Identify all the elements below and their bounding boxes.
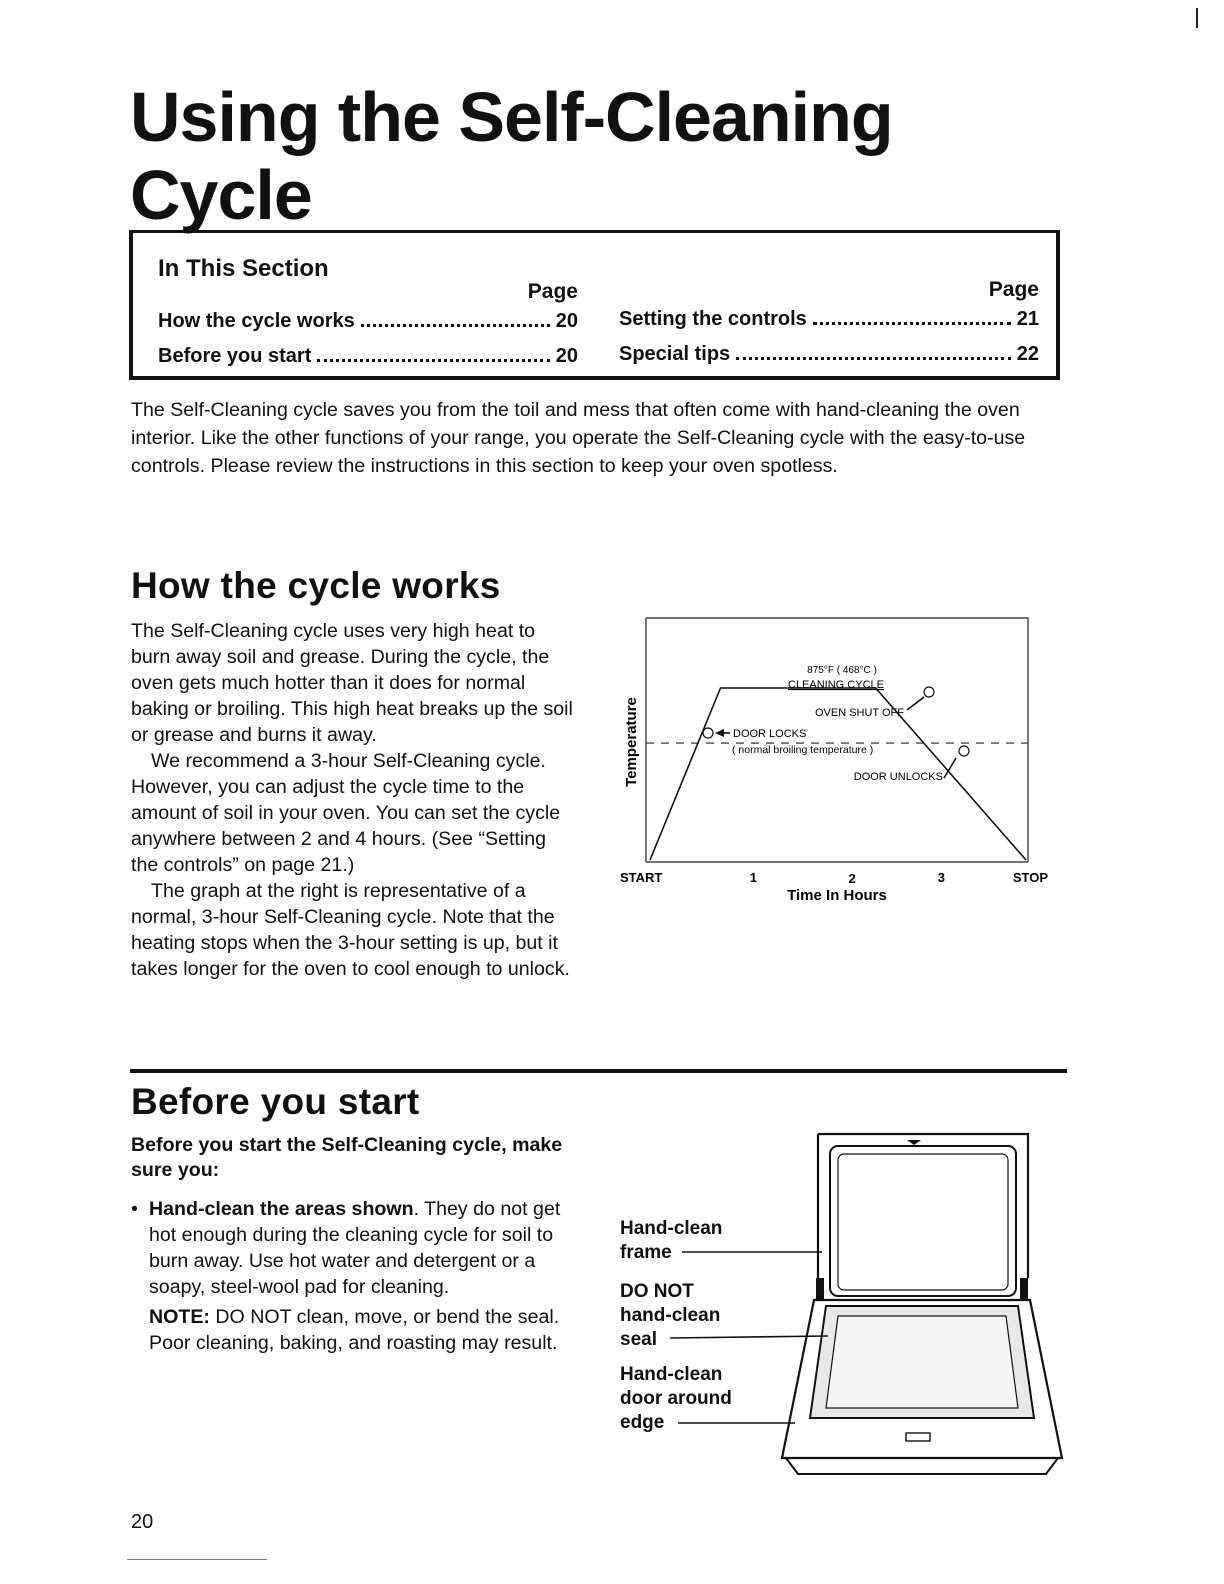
x-tick-label: 1 bbox=[749, 870, 758, 885]
toc-entry-label: Before you start bbox=[158, 345, 312, 367]
toc-entry-before-you-start[interactable] bbox=[158, 345, 578, 380]
oven-cavity-inner bbox=[838, 1154, 1008, 1290]
how-paragraph-3: The graph at the right is representative of a normal, 3-hour Self-Cleaning cycle. Note that the heating stops when the 3-hour setting is up, but it takes longer for the oven to cool enough to unlock. bbox=[131, 880, 570, 980]
door-locks-marker bbox=[703, 728, 713, 738]
before-checklist bbox=[131, 1196, 576, 1356]
before-you-start-heading: Before you start bbox=[131, 1081, 420, 1122]
section-contents-heading: In This Section bbox=[158, 255, 329, 282]
callout-text: frame bbox=[620, 1242, 672, 1263]
oven-cavity-opening bbox=[830, 1146, 1016, 1296]
checklist-item-bold: Hand-clean the areas shown bbox=[149, 1198, 414, 1220]
right-hinge bbox=[1020, 1278, 1028, 1300]
toc-entry-setting-controls[interactable] bbox=[619, 308, 1039, 343]
callout-text: seal bbox=[620, 1329, 657, 1350]
door-unlocks-marker bbox=[959, 746, 969, 756]
normal-broil-label: ( normal broiling temperature ) bbox=[732, 744, 874, 756]
toc-entry-page: 20 bbox=[555, 345, 578, 367]
note-label: NOTE: bbox=[149, 1306, 210, 1328]
oven-door-window bbox=[826, 1316, 1018, 1408]
chart-x-ticks bbox=[620, 870, 1048, 886]
toc-entry-label: Special tips bbox=[619, 343, 731, 365]
page-title-line-1: Using the Self-Cleaning bbox=[130, 78, 893, 156]
section-divider bbox=[130, 1069, 1067, 1073]
checklist-item-text: . They do not get hot enough during the cleaning cycle for soil to burn away. Use hot water and detergent or a soapy, steel-wool pad for cleaning. bbox=[149, 1198, 561, 1298]
oven-door-illustration bbox=[670, 1128, 1070, 1478]
chart-y-axis-label: Temperature bbox=[623, 697, 640, 787]
footer-line bbox=[127, 1559, 267, 1560]
toc-entry-label: How the cycle works bbox=[158, 310, 355, 332]
page-edge-mark bbox=[1196, 8, 1198, 28]
toc-page-label-left: Page bbox=[527, 280, 578, 303]
oven-shutoff-marker bbox=[924, 687, 934, 697]
page-title-line-2: Cycle bbox=[130, 156, 312, 234]
oven-frame-outline bbox=[818, 1134, 1028, 1278]
x-tick-label: 3 bbox=[937, 870, 946, 885]
callout-text: DO NOT bbox=[620, 1281, 694, 1302]
toc-entry-page: 20 bbox=[555, 310, 578, 332]
cleaning-cycle-label: CLEANING CYCLE bbox=[788, 679, 884, 691]
callout-text: door around bbox=[620, 1388, 732, 1409]
toc-entry-page: 22 bbox=[1016, 343, 1039, 365]
toc-left-column bbox=[158, 280, 578, 380]
seal-leader-line bbox=[670, 1336, 828, 1338]
oven-shutoff-arrow bbox=[907, 697, 924, 710]
page-title bbox=[130, 78, 893, 234]
oven-vent-icon bbox=[907, 1140, 921, 1145]
toc-right-column bbox=[619, 278, 1039, 378]
checklist-item-hand-clean bbox=[131, 1196, 576, 1356]
intro-paragraph: The Self-Cleaning cycle saves you from the toil and mess that often come with hand-cleaning the oven interior. Like the other functions of your range, you operate the Self-Cleaning cycle with the easy-to-use controls. Please review the instructions in this section to keep your oven spotless. bbox=[131, 399, 1026, 477]
door-unlocks-label: DOOR UNLOCKS bbox=[853, 771, 943, 783]
before-lead-text: Before you start the Self-Cleaning cycle, make sure you: bbox=[131, 1134, 563, 1181]
chart-x-axis-label: Time In Hours bbox=[787, 887, 887, 904]
toc-leader-dots bbox=[317, 359, 549, 362]
peak-temperature-label: 875°F ( 468°C ) bbox=[807, 665, 877, 676]
cleaning-cycle-chart bbox=[612, 610, 1057, 910]
how-cycle-works-heading: How the cycle works bbox=[131, 565, 501, 606]
page-number: 20 bbox=[131, 1511, 154, 1533]
callout-text: Hand-clean bbox=[620, 1364, 723, 1385]
section-contents-box bbox=[129, 230, 1060, 380]
how-cycle-works-text bbox=[131, 618, 576, 982]
how-paragraph-1: The Self-Cleaning cycle uses very high heat to burn away soil and grease. During the cycle, the oven gets much hotter than it does for normal baking or broiling. This high heat breaks up the soil or grease and burns it away. bbox=[131, 620, 573, 746]
toc-entry-label: Setting the controls bbox=[619, 308, 807, 330]
toc-page-label-right: Page bbox=[988, 278, 1039, 301]
oven-shutoff-label: OVEN SHUT OFF bbox=[814, 707, 904, 719]
x-tick-label: STOP bbox=[1012, 870, 1048, 885]
how-paragraph-2: We recommend a 3-hour Self-Cleaning cycle. However, you can adjust the cycle time to the amount of soil in your oven. You can set the cycle anywhere between 2 and 4 hours. (See “Setting the controls” on page 21.) bbox=[131, 750, 561, 876]
door-locks-label: DOOR LOCKS bbox=[733, 728, 807, 740]
toc-leader-dots bbox=[813, 322, 1011, 325]
toc-leader-dots bbox=[361, 324, 550, 327]
left-hinge bbox=[816, 1278, 824, 1300]
x-tick-label: START bbox=[620, 870, 663, 885]
door-locks-arrow-head bbox=[715, 729, 724, 737]
toc-entry-special-tips[interactable] bbox=[619, 343, 1039, 378]
callout-text: hand-clean bbox=[620, 1305, 721, 1326]
oven-door-bottom-edge bbox=[786, 1458, 1058, 1474]
toc-entry-how-cycle-works[interactable] bbox=[158, 310, 578, 345]
before-you-start-text bbox=[131, 1133, 576, 1356]
note-block bbox=[149, 1304, 576, 1356]
note-text: DO NOT clean, move, or bend the seal. Poor cleaning, baking, and roasting may result. bbox=[149, 1306, 560, 1354]
toc-leader-dots bbox=[736, 357, 1011, 360]
callout-text: Hand-clean bbox=[620, 1218, 723, 1239]
toc-entry-page: 21 bbox=[1016, 308, 1039, 330]
x-tick-label: 2 bbox=[848, 871, 856, 886]
callout-text: edge bbox=[620, 1412, 665, 1433]
